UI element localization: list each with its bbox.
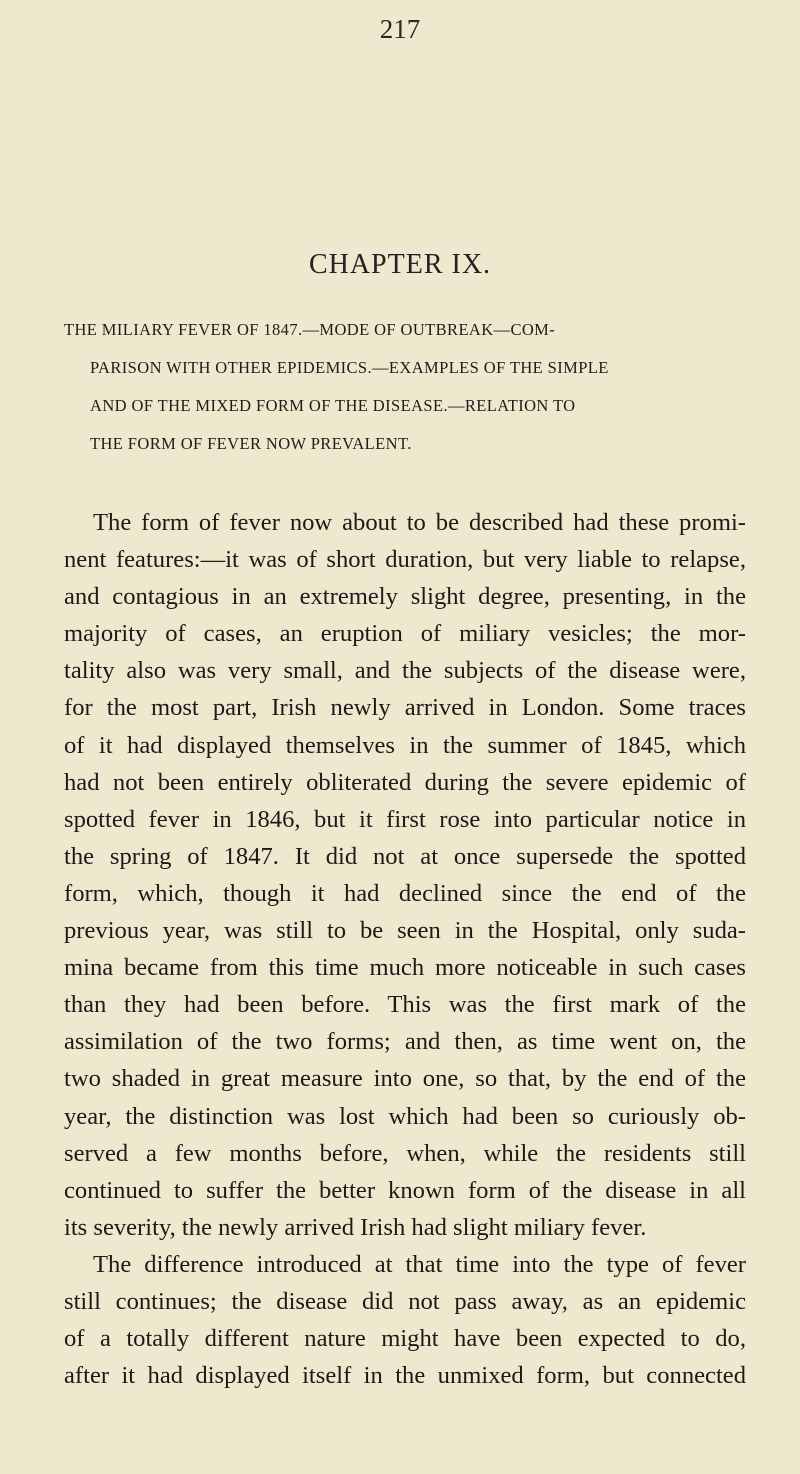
text-line: tality also was very small, and the subjects of the disease were,: [64, 657, 746, 685]
summary-line: THE FORM OF FEVER NOW PREVALENT.: [90, 434, 412, 453]
text-line: assimilation of the two forms; and then, as time went on, the: [64, 1028, 746, 1056]
chapter-summary: [64, 311, 754, 463]
text-line: served a few months before, when, while the residents still: [64, 1139, 746, 1167]
summary-line: AND OF THE MIXED FORM OF THE DISEASE.—RELATION TO: [90, 396, 576, 415]
text-line: year, the distinction was lost which had been so curiously ob-: [64, 1102, 746, 1130]
text-line: The form of fever now about to be described had these promi-: [93, 509, 746, 536]
summary-line: PARISON WITH OTHER EPIDEMICS.—EXAMPLES OF THE SIMPLE: [90, 358, 609, 377]
text-line: continued to suffer the better known form of the disease in all: [64, 1176, 746, 1204]
text-line: two shaded in great measure into one, so that, by the end of the: [64, 1065, 746, 1093]
body-text: [64, 504, 746, 1394]
text-line: nent features:—it was of short duration, but very liable to relapse,: [64, 546, 746, 574]
summary-line: THE MILIARY FEVER OF 1847.—MODE OF OUTBREAK—COM-: [64, 320, 556, 339]
text-line: majority of cases, an eruption of miliary vesicles; the mor-: [64, 620, 746, 648]
text-line: The difference introduced at that time into the type of fever: [93, 1250, 746, 1278]
text-line: of a totally different nature might have been expected to do,: [64, 1325, 746, 1353]
text-line: previous year, was still to be seen in the Hospital, only suda-: [64, 917, 746, 945]
text-line: and contagious in an extremely slight degree, presenting, in the: [64, 583, 746, 611]
text-line: spotted fever in 1846, but it first rose into particular notice in: [64, 805, 746, 833]
text-line: than they had been before. This was the first mark of the: [64, 991, 746, 1019]
text-line: mina became from this time much more noticeable in such cases: [64, 954, 746, 982]
text-line: form, which, though it had declined since the end of the: [64, 879, 746, 907]
chapter-title: CHAPTER IX.: [308, 249, 492, 280]
text-line: had not been entirely obliterated during the severe epidemic of: [64, 768, 746, 796]
text-line: after it had displayed itself in the unmixed form, but connected: [64, 1362, 746, 1390]
text-line: for the most part, Irish newly arrived in London. Some traces: [64, 694, 746, 722]
text-line: still continues; the disease did not pass away, as an epidemic: [64, 1287, 746, 1315]
text-line: of it had displayed themselves in the summer of 1845, which: [64, 731, 746, 759]
text-line: the spring of 1847. It did not at once supersede the spotted: [64, 842, 746, 870]
page-number: 217: [379, 14, 421, 44]
text-line: its severity, the newly arrived Irish had slight miliary fever.: [64, 1213, 647, 1241]
